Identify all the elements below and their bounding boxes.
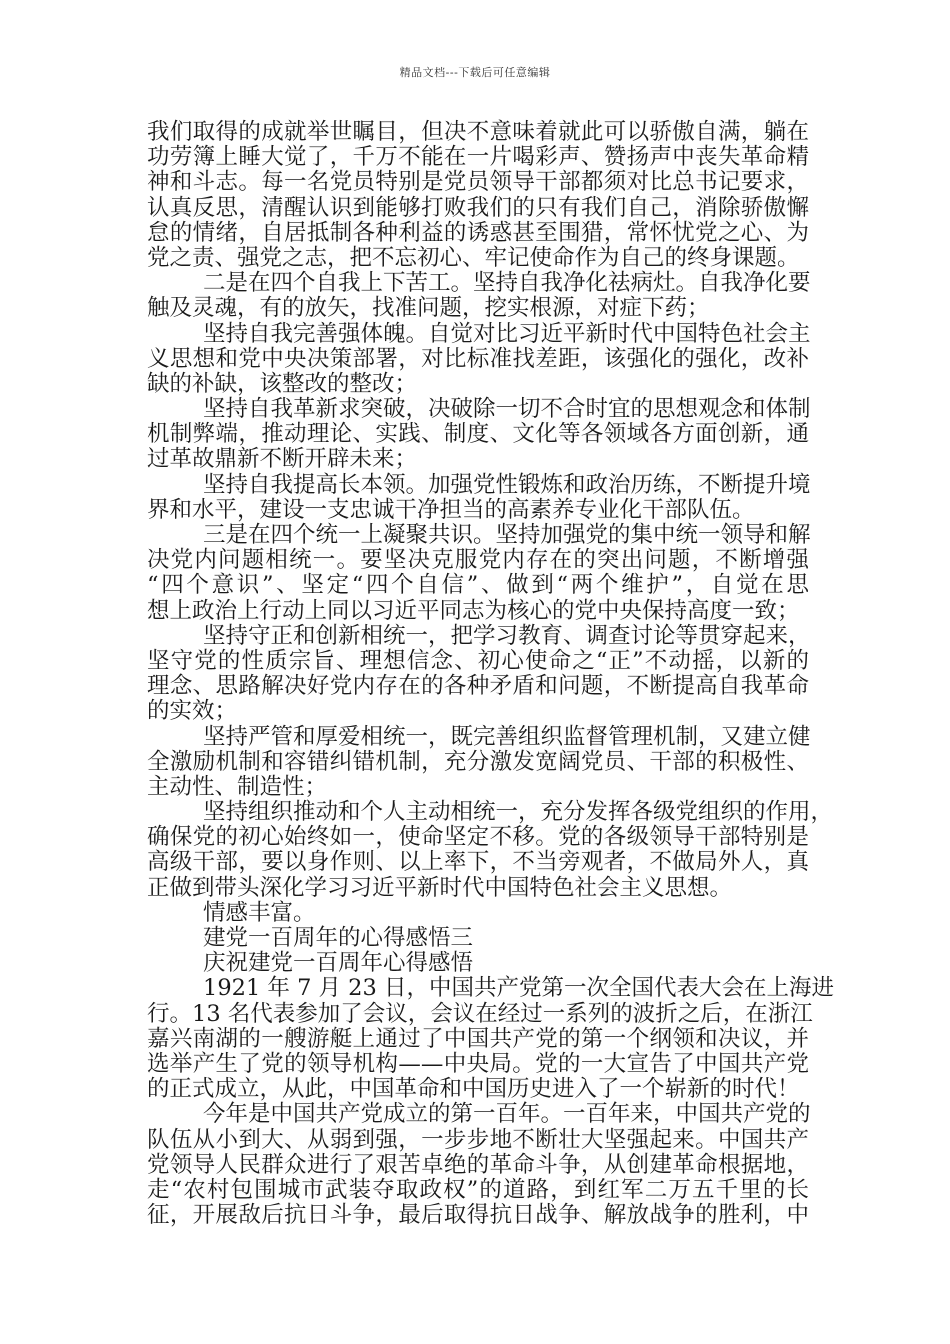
- text-line: 缺的补缺，该整改的整改；: [147, 370, 418, 397]
- text-line: 二是在四个自我上下苦工。坚持自我净化祛病灶。自我净化要: [203, 270, 811, 297]
- text-line: 1921 年 7 月 23 日，中国共产党第一次全国代表大会在上海进: [203, 975, 834, 1002]
- text-line: 想上政治上行动上同以习近平同志为核心的党中央保持高度一致；: [147, 597, 800, 624]
- text-line: 机制弊端，推动理论、实践、制度、文化等各领域各方面创新，通: [147, 421, 809, 448]
- text-line: 的正式成立，从此，中国革命和中国历史进入了一个崭新的时代！: [147, 1076, 800, 1103]
- text-line: 界和水平，建设一支忠诚干净担当的高素养专业化干部队伍。: [147, 496, 755, 523]
- text-line: 坚持自我革新求突破，决破除一切不合时宜的思想观念和体制: [203, 396, 811, 423]
- text-line: 的实效；: [147, 698, 238, 725]
- text-line: 庆祝建党一百周年心得感悟: [203, 950, 474, 977]
- text-line: 理念、思路解决好党内存在的各种矛盾和问题，不断提高自我革命: [147, 673, 809, 700]
- text-line: 功劳簿上睡大觉了，千万不能在一片喝彩声、赞扬声中丧失革命精: [147, 144, 809, 171]
- text-line: 三是在四个统一上凝聚共识。坚持加强党的集中统一领导和解: [203, 522, 811, 548]
- text-line: 坚守党的性质宗旨、理想信念、初心使命之“正”不动摇，以新的: [147, 647, 809, 674]
- text-line: 建党一百周年的心得感悟三: [203, 925, 474, 951]
- page-header: 精品文档---下载后可任意编辑: [399, 66, 551, 79]
- text-line: 义思想和党中央决策部署，对比标准找差距，该强化的强化，改补: [147, 345, 809, 372]
- text-line: 主动性、制造性；: [147, 773, 328, 800]
- text-line: 党之责、强党之志，把不忘初心、牢记使命作为自己的终身课题。: [147, 244, 800, 271]
- text-line: 坚持严管和厚爱相统一，既完善组织监督管理机制，又建立健: [203, 723, 811, 750]
- document-body: [147, 119, 834, 1229]
- text-line: 触及灵魂，有的放矢，找准问题，挖实根源，对症下药；: [147, 295, 710, 322]
- text-line: 坚持自我提高长本领。加强党性锻炼和政治历练，不断提升境: [203, 471, 811, 498]
- text-line: 决党内问题相统一。要坚决克服党内存在的突出问题，不断增强: [147, 547, 809, 574]
- text-line: 确保党的初心始终如一，使命坚定不移。党的各级领导干部特别是: [147, 824, 809, 851]
- text-line: 今年是中国共产党成立的第一百年。一百年来，中国共产党的: [203, 1101, 811, 1128]
- text-line: 神和斗志。每一名党员特别是党员领导干部都须对比总书记要求，: [147, 169, 809, 196]
- text-line: 怠的情绪，自居抵制各种利益的诱惑甚至围猎，常怀忧党之心、为: [147, 219, 809, 246]
- text-line: 正做到带头深化学习习近平新时代中国特色社会主义思想。: [147, 874, 733, 901]
- text-line: 过革故鼎新不断开辟未来；: [147, 446, 418, 473]
- text-line: 队伍从小到大、从弱到强，一步步地不断壮大坚强起来。中国共产: [147, 1126, 809, 1153]
- text-line: “四个意识”、坚定“四个自信”、做到“两个维护”，自觉在思: [147, 572, 809, 599]
- text-line: 我们取得的成就举世瞩目，但决不意味着就此可以骄傲自满，躺在: [147, 119, 809, 145]
- text-line: 高级干部，要以身作则、以上率下，不当旁观者，不做局外人，真: [147, 849, 809, 876]
- text-line: 选举产生了党的领导机构——中央局。党的一大宣告了中国共产党: [147, 1050, 809, 1077]
- text-line: 行。13 名代表参加了会议，会议在经过一系列的波折之后，在浙江: [147, 1000, 813, 1027]
- text-line: 认真反思，清醒认识到能够打败我们的只有我们自己，消除骄傲懈: [147, 194, 809, 221]
- text-line: 坚持组织推动和个人主动相统一，充分发挥各级党组织的作用，: [203, 799, 834, 826]
- text-line: 嘉兴南湖的一艘游艇上通过了中国共产党的第一个纲领和决议，并: [147, 1025, 809, 1052]
- text-line: 全激励机制和容错纠错机制，充分激发宽阔党员、干部的积极性、: [147, 748, 809, 775]
- text-line: 坚持自我完善强体魄。自觉对比习近平新时代中国特色社会主: [203, 320, 811, 347]
- text-line: 党领导人民群众进行了艰苦卓绝的革命斗争，从创建革命根据地，: [147, 1151, 809, 1178]
- text-line: 走“农村包围城市武装夺取政权”的道路，到红军二万五千里的长: [147, 1176, 809, 1203]
- text-line: 情感丰富。: [203, 899, 316, 926]
- text-line: 征，开展敌后抗日斗争，最后取得抗日战争、解放战争的胜利，中: [147, 1202, 809, 1229]
- text-line: 坚持守正和创新相统一，把学习教育、调查讨论等贯穿起来，: [203, 622, 811, 649]
